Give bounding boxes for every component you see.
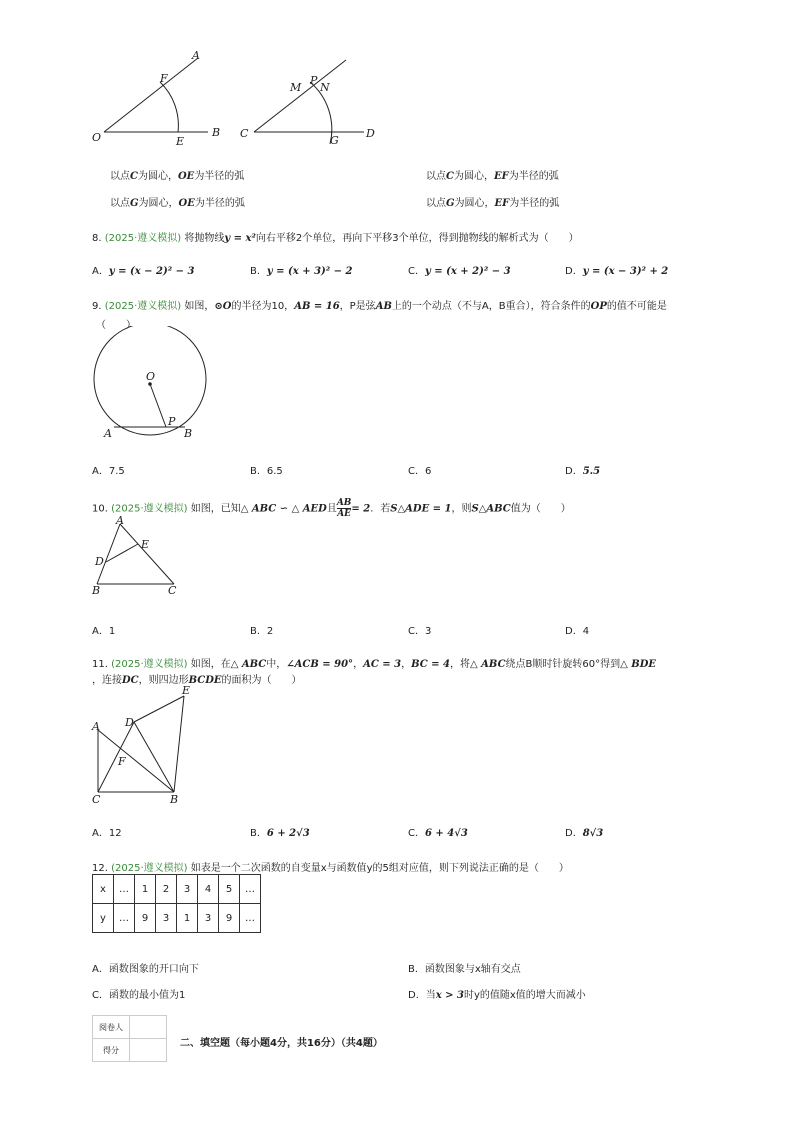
q10-label-D: D — [95, 555, 104, 568]
score-box — [92, 1015, 167, 1062]
q9-option-d[interactable]: D．5.5 — [565, 466, 601, 477]
q7-option-4: 以点G为圆心，EF为半径的弧 — [426, 198, 560, 209]
table-cell: 2 — [156, 875, 177, 904]
q7-label-E: E — [176, 135, 185, 148]
q11-option-a[interactable]: A．12 — [92, 828, 122, 839]
q12-stem: 12. (2025·遵义模拟) 如表是一个二次函数的自变量x与函数值y的5组对应值，则下列说法正确的是（ ） — [92, 863, 569, 874]
table-cell: y — [93, 904, 114, 933]
q9-option-c[interactable]: C．6 — [408, 466, 432, 477]
score-field[interactable] — [130, 1039, 167, 1062]
q8-option-d[interactable]: D．y = (x − 3)² + 2 — [565, 266, 669, 277]
q8-option-a[interactable]: A．y = (x − 2)² − 3 — [92, 266, 195, 277]
score-label: 得分 — [93, 1039, 130, 1062]
q10-label-C: C — [168, 584, 177, 597]
q10-figure — [88, 514, 188, 598]
q10-stem: 10. (2025·遵义模拟) 如图，已知△ ABC ∽ △ AED且 $\frac{AB}{AE}$ = 2．若S△ADE = 1，则S△ABC值为（ ） — [92, 498, 571, 519]
q8-stem: 8. (2025·遵义模拟) 将抛物线y = x²向右平移2个单位，再向下平移3个单位，得到抛物线的解析式为（ ） — [92, 233, 579, 244]
table-row — [93, 1016, 167, 1039]
q10-label-A: A — [116, 514, 124, 527]
table-cell: … — [114, 875, 135, 904]
q11-source: (2025·遵义模拟) — [111, 659, 188, 670]
q12-option-b[interactable]: B．函数图象与x轴有交点 — [408, 964, 521, 975]
table-cell: 3 — [177, 875, 198, 904]
table-cell: … — [114, 904, 135, 933]
q7-label-M: M — [290, 81, 302, 94]
q7-option-3: 以点G为圆心，OE为半径的弧 — [110, 198, 245, 209]
q11-label-A: A — [92, 720, 100, 733]
q7-label-O: O — [92, 131, 102, 144]
table-cell: 1 — [135, 875, 156, 904]
table-cell: … — [240, 875, 261, 904]
table-cell: 9 — [135, 904, 156, 933]
q11-option-c[interactable]: C．6 + 4√3 — [408, 828, 468, 839]
q7-label-N: N — [320, 81, 330, 94]
q11-label-E: E — [182, 684, 191, 697]
q11-label-F: F — [118, 755, 126, 768]
q12-source: (2025·遵义模拟) — [111, 863, 188, 874]
q11-label-C: C — [92, 793, 101, 806]
q11-label-D: D — [125, 716, 134, 729]
table-cell: 5 — [219, 875, 240, 904]
q9-stem: 9. (2025·遵义模拟) 如图，⊙O的半径为10，AB = 16，P是弦AB上的一个动点（不与A，B重合），符合条件的OP的值不可能是 — [92, 301, 667, 312]
table-row — [93, 904, 261, 933]
q7-label-C: C — [240, 127, 249, 140]
table-cell: 4 — [198, 875, 219, 904]
table-cell: 3 — [156, 904, 177, 933]
q9-option-b[interactable]: B．6.5 — [250, 466, 283, 477]
q12-option-c[interactable]: C．函数的最小值为1 — [92, 990, 186, 1001]
q12-value-table — [92, 874, 261, 933]
q10-fraction: $\frac{AB}{AE}$ — [336, 498, 352, 519]
q7-label-D: D — [366, 127, 375, 140]
q10-option-c[interactable]: C．3 — [408, 626, 432, 637]
q9-bracket: （ ） — [96, 320, 136, 331]
q10-label-B: B — [92, 584, 101, 597]
q10-option-b[interactable]: B．2 — [250, 626, 274, 637]
q7-label-G: G — [330, 134, 339, 147]
q9-figure — [88, 326, 214, 442]
grader-label: 阅卷人 — [93, 1016, 130, 1039]
q11-label-B: B — [170, 793, 179, 806]
q7-figure — [88, 44, 388, 150]
q7-label-F: F — [160, 72, 168, 85]
table-cell: 1 — [177, 904, 198, 933]
q8-source: (2025·遵义模拟) — [104, 233, 182, 244]
q11-option-d[interactable]: D．8√3 — [565, 828, 604, 839]
q7-label-A: A — [192, 49, 200, 62]
q7-label-P: P — [310, 74, 318, 87]
table-cell: x — [93, 875, 114, 904]
table-cell: … — [240, 904, 261, 933]
q11-option-b[interactable]: B．6 + 2√3 — [250, 828, 310, 839]
q9-label-P: P — [168, 415, 176, 428]
q8-option-c[interactable]: C．y = (x + 2)² − 3 — [408, 266, 511, 277]
q7-label-B: B — [212, 126, 221, 139]
q7-option-1: 以点C为圆心，OE为半径的弧 — [110, 171, 245, 182]
q9-source: (2025·遵义模拟) — [104, 301, 182, 312]
q11-stem-line1: 11. (2025·遵义模拟) 如图，在△ ABC中，∠ACB = 90°，AC = 3，BC = 4，将△ ABC绕点B顺时针旋转60°得到△ BDE — [92, 659, 657, 670]
q7-option-2: 以点C为圆心，EF为半径的弧 — [426, 171, 559, 182]
q10-label-E: E — [141, 538, 150, 551]
q10-source: (2025·遵义模拟) — [111, 503, 188, 515]
table-row — [93, 875, 261, 904]
section-title: 二、填空题（每小题4分，共16分）（共4题） — [180, 1038, 383, 1049]
table-row — [93, 1039, 167, 1062]
q9-label-B: B — [184, 427, 193, 440]
q8-option-b[interactable]: B．y = (x + 3)² − 2 — [250, 266, 353, 277]
q10-option-d[interactable]: D．4 — [565, 626, 590, 637]
q10-option-a[interactable]: A．1 — [92, 626, 116, 637]
q9-label-A: A — [104, 427, 112, 440]
q12-option-a[interactable]: A．函数图象的开口向下 — [92, 964, 199, 975]
table-cell: 9 — [219, 904, 240, 933]
q12-option-d[interactable]: D．当x > 3时y的值随x值的增大而减小 — [408, 990, 586, 1001]
table-cell: 3 — [198, 904, 219, 933]
q9-option-a[interactable]: A．7.5 — [92, 466, 125, 477]
grader-field[interactable] — [130, 1016, 167, 1039]
q11-stem-line2: ，连接DC，则四边形BCDE的面积为（ ） — [92, 675, 302, 686]
q9-label-O: O — [146, 370, 156, 383]
q11-figure — [88, 684, 200, 808]
